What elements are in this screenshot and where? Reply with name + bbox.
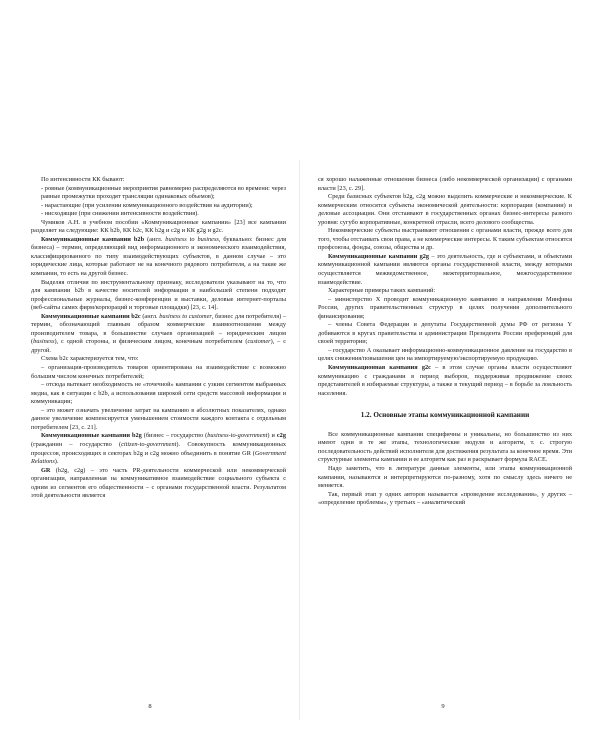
paragraph: Среди базисных субъектов b2g, c2g можно выделить коммерческие и некоммерческие. К коммерческим относятся субъекты экономической деятельности: корпорации (компании) и деловые ассоциации. Они отстаивают в государственных органах бизнес-интересы разного уровня: сугубо корпоративные, конкретной отрасли, всего делового сообщества. bbox=[318, 193, 572, 226]
right-page bbox=[300, 0, 600, 750]
section-heading: 1.2. Основные этапы коммуникационной кампании bbox=[360, 411, 530, 420]
paragraph: Некоммерческие субъекты выстраивают отношения с органами власти, прежде всего для того, чтобы отстаивать свои права, а не коммерческие интересы. К таким субъектам относятся профсоюзы, фонды, союзы, общества и др. bbox=[318, 227, 572, 252]
paragraph: Надо заметить, что в литературе данные элементы, или этапы коммуникационной кампании, называются и интерпретируются по-разному, хотя по смыслу здесь ничего не меняется. bbox=[318, 464, 572, 490]
paragraph: По интенсивности КК бывают: bbox=[41, 176, 125, 183]
paragraph: Выделяя отличия по инструментальному признаку, исследователи указывают на то, что для кампании b2b в качестве носителей информации в наибольшей степени подходят профессиональные журналы, бизнес-конференции и выставки, деловые интернет-порталы (веб-сайты самих фирм/корпораций и торговые площадки) [23, с. 14]. bbox=[31, 278, 286, 312]
list-item: - ровные (коммуникационные мероприятия равномерно распределяются во времени: через равные промежутки проходят трансляции одинаковых объемов); bbox=[41, 184, 286, 201]
paragraph: Все коммуникационные кампании специфичны и уникальны, но большинство из них имеют одни и те же этапы, технологические модули и алгоритм, т. с. строгую последовательность действий исполнителя для достижения результата за конечное время. Эти структурные элементы кампании и ее алгоритм как раз и раскрывает формула RACE. bbox=[318, 430, 572, 464]
paragraph-continued: ся хорошо налаженные отношения бизнеса (либо некоммерческой организации) с органами власти [23, с. 29]. bbox=[318, 176, 572, 192]
paragraph-g2g: Коммуникационные кампании g2g – это деятельность, где и субъектами, и объектами коммуникационной кампании являются органы государственной власти, между которыми осуществляется межведомственное, межтерриториальное, межгосударственное взаимодействие. bbox=[318, 252, 573, 286]
paragraph-gr: GR (b2g, c2g) – это часть PR-деятельности коммерческой или некоммерческой организации, направленная на коммуникативное взаимодействие социального субъекта с одним из сегментов его общественности – с органами государственной власти. Результатом этой деятельности является bbox=[31, 466, 286, 500]
paragraph: Характерные примеры таких кампаний: bbox=[328, 287, 436, 295]
paragraph: Схема b2c характеризуется тем, что: bbox=[41, 355, 139, 363]
paragraph-g2c: Коммуникационная кампания g2c – в этом случае органы власти осуществляют коммуникацию с гражданами в период выборов, поддерживая продвижение своих представителей в избираемые структуры, а также в текущий период – в борьбе за лояльность населения. bbox=[318, 364, 572, 397]
list-item: – организация-производитель товаров ориентирована на взаимодействие с возможно большим числом конечных потребителей; bbox=[31, 364, 286, 380]
list-item: – члены Совета Федерации и депутаты Государственной думы РФ от региона Y добиваются в кругах правительства и администрации Президента России преференций для своей территории; bbox=[318, 321, 572, 346]
list-item: – министерство Х проводит коммуникационную кампанию в направлении Минфина России, других правительственных структур в целях получения дополнительного финансирования; bbox=[318, 295, 572, 320]
paragraph-b2c: Коммуникационные кампании b2c (англ. business to customer, бизнес для потребителя) – термин, обозначающий главным образом коммерческие взаимоотношения между производителем товара, в большинстве случаев организацией – юридическим лицом (business), с одной стороны, и физическим лицом, конечным потребителем (customer), – с другой. bbox=[31, 312, 286, 354]
list-item: – государство А оказывает информационно-коммуникационное давление на государство в целях снижения/повышения цен на импортируемую/экспортируемую продукцию. bbox=[318, 346, 572, 363]
list-item: - нарастающие (при усилении коммуникационного воздействия на аудитории); bbox=[41, 201, 253, 209]
list-item: – это может означать увеличение затрат на кампанию в абсолютных показателях, однако данное увеличение компенсируется уменьшением стоимости каждого контакта с отдельным потребителем [23, с. 21]. bbox=[31, 406, 286, 431]
paragraph: Чумиков А.Н. в учебном пособии «Коммуникационные кампании» [23] все кампании разделяет на следующие: КК b2b, КК b2c, КК b2g и c2g и КК g2g и g2c. bbox=[31, 218, 286, 235]
paragraph-b2g: Коммуникационные кампании b2g (бизнес – государство (business-to-government) и c2g (гражданин – государство (citizen-to-government). Совокупность коммуникационных процессов, происходящих в секторах b2g и c2g можно объединить в понятие GR (Government Relations). bbox=[31, 432, 286, 466]
page-number-left: 8 bbox=[148, 703, 152, 710]
page-number-right: 9 bbox=[441, 703, 445, 710]
paragraph: Так, первый этап у одних авторов называется «проведение исследования», у других – «определение проблемы», у третьих – «аналитический bbox=[318, 490, 572, 507]
list-item: – отсюда вытекает необходимость не «точечной» кампании с узким сегментом выбранных медиа, как в ситуации с b2b, а использования широкой сети средств массовой информации и коммуникации; bbox=[31, 381, 286, 406]
list-item: - нисходящие (при снижении интенсивности воздействия). bbox=[41, 210, 199, 218]
paragraph-b2b: Коммуникационные кампании b2b (англ. business to business, буквально: бизнес для бизнеса) – термин, определяющий вид информационного и экономического взаимодействия, классифицированного по типу взаимодействующих субъектов, в данном случае – это юридические лица, которые работают не на конечного рядового потребителя, а на такие же компании, то есть на другой бизнес. bbox=[31, 235, 287, 278]
